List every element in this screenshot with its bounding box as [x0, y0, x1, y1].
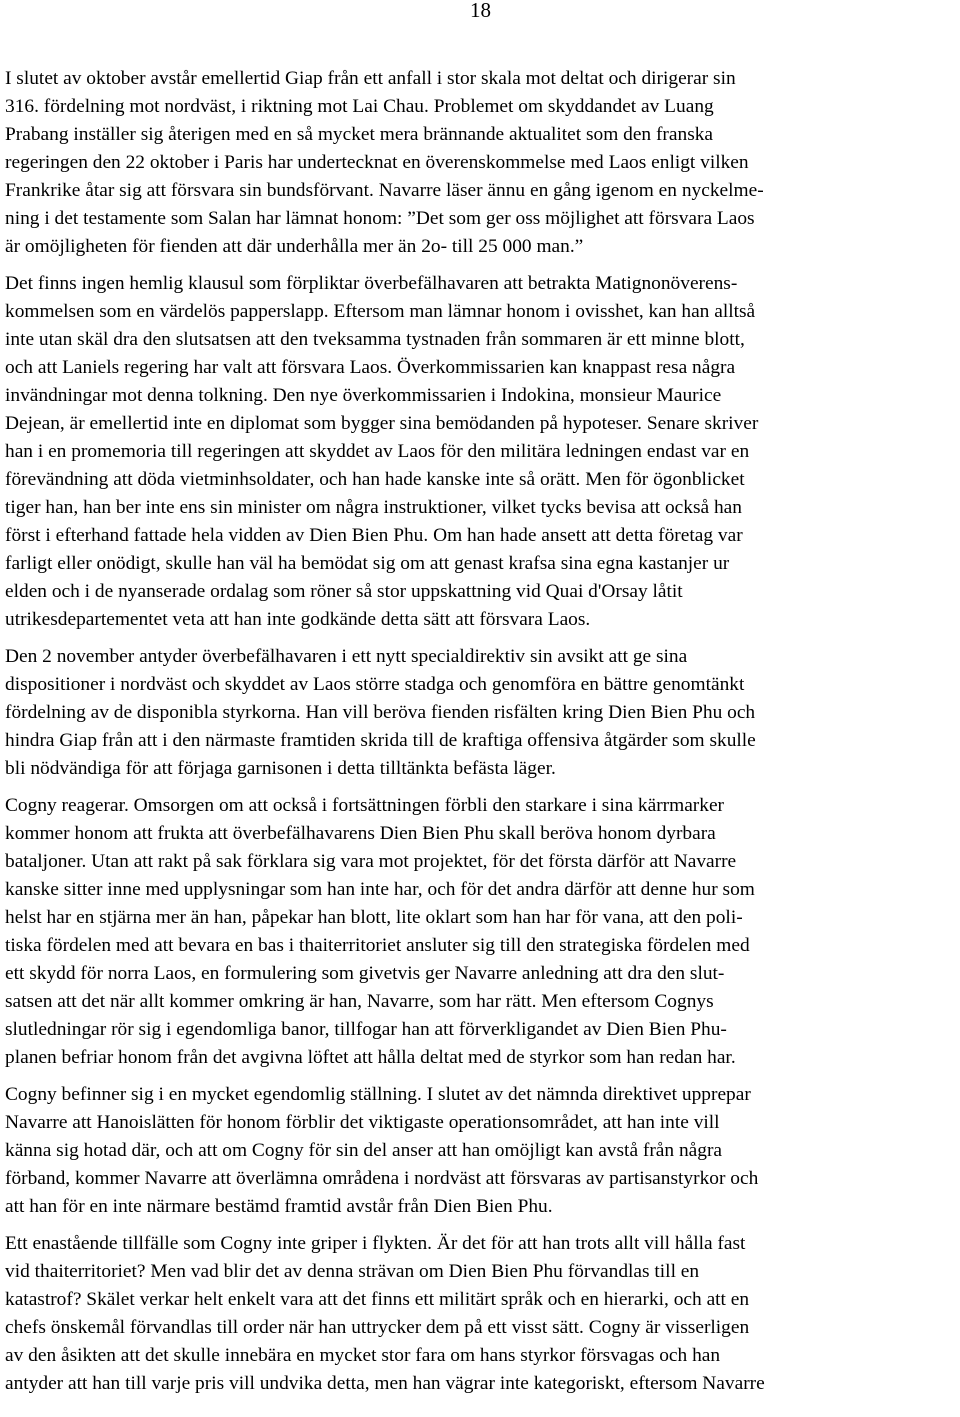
text-line: förband, kommer Navarre att överlämna områdena i nordväst att försvaras av partisanstyrkor och — [5, 1168, 759, 1189]
text-line: chefs önskemål förvandlas till order när han uttrycker dem på ett visst sätt. Cogny är visserligen — [5, 1317, 750, 1338]
text-line: planen befriar honom från det avgivna löftet att hålla deltat med de styrkor som han redan har. — [5, 1047, 736, 1068]
paragraph — [5, 65, 955, 261]
text-line: 316. fördelning mot nordväst, i riktning mot Lai Chau. Problemet om skyddandet av Luang — [5, 96, 714, 117]
document-body — [5, 65, 955, 1398]
text-line: Navarre att Hanoislätten för honom förblir det viktigaste operationsområdet, att han inte vill — [5, 1112, 720, 1133]
text-line: Cogny befinner sig i en mycket egendomlig ställning. I slutet av det nämnda direktivet upprepar — [5, 1084, 751, 1105]
page-number: 18 — [470, 0, 491, 22]
text-line: fördelning av de disponibla styrkorna. Han vill beröva fienden risfälten kring Dien Bien Phu och — [5, 702, 756, 723]
text-line: antyder att han till varje pris vill undvika detta, men han vägrar inte kategoriskt, eftersom Navarre — [5, 1373, 765, 1394]
text-line: Dejean, är emellertid inte en diplomat som bygger sina bemödanden på hypoteser. Senare skriver — [5, 413, 759, 434]
text-line: hindra Giap från att i den närmaste framtiden skrida till de kraftiga offensiva åtgärder som skulle — [5, 730, 756, 751]
text-line: dispositioner i nordväst och skyddet av Laos större stadga och genomföra en bättre genomtänkt — [5, 674, 745, 695]
text-line: tiska fördelen med att bevara en bas i thaiterritoriet ansluter sig till den strategiska fördelen med — [5, 935, 750, 956]
paragraph-gap — [5, 783, 955, 792]
paragraph-gap — [5, 261, 955, 270]
paragraph-gap — [5, 634, 955, 643]
text-line: är omöjligheten för fienden att där underhålla mer än 2o- till 25 000 man.” — [5, 236, 584, 257]
text-line: invändningar mot denna tolkning. Den nye överkommissarien i Indokina, monsieur Maurice — [5, 385, 722, 406]
text-line: farligt eller onödigt, skulle han väl ha bemödat sig om att genast krafsa sina egna kastanjer ur — [5, 553, 730, 574]
text-line: kommer honom att frukta att överbefälhavarens Dien Bien Phu skall beröva honom dyrbara — [5, 823, 716, 844]
text-line: och att Laniels regering har valt att försvara Laos. Överkommissarien kan knappast resa några — [5, 357, 736, 378]
text-line: förevändning att döda vietminhsoldater, och han hade kanske inte så orätt. Men för ögonblicket — [5, 469, 745, 490]
paragraph — [5, 643, 955, 783]
text-line: ett skydd för norra Laos, en formulering som givetvis ger Navarre anledning att dra den slut- — [5, 963, 725, 984]
text-line: först i efterhand fattade hela vidden av Dien Bien Phu. Om han hade ansett att detta företag var — [5, 525, 743, 546]
text-line: bli nödvändiga för att förjaga garnisonen i detta tilltänkta befästa läger. — [5, 758, 556, 779]
text-line: vid thaiterritoriet? Men vad blir det av denna strävan om Dien Bien Phu förvandlas till en — [5, 1261, 700, 1282]
text-line: han i en promemoria till regeringen att skyddet av Laos för den militära ledningen endast var en — [5, 441, 750, 462]
text-line: Cogny reagerar. Omsorgen om att också i fortsättningen förbli den starkare i sina kärrmarker — [5, 795, 725, 816]
text-line: Den 2 november antyder överbefälhavaren i ett nytt specialdirektiv sin avsikt att ge sina — [5, 646, 688, 667]
text-line: av den åsikten att det skulle innebära en mycket stor fara om hans styrkor försvagas och han — [5, 1345, 721, 1366]
text-line: Det finns ingen hemlig klausul som förpliktar överbefälhavaren att betrakta Matignonöverens- — [5, 273, 738, 294]
paragraph — [5, 1230, 955, 1398]
text-line: slutledningar rör sig i egendomliga banor, tillfogar han att förverkligandet av Dien Bien Phu- — [5, 1019, 727, 1040]
text-line: katastrof? Skälet verkar helt enkelt vara att det finns ett militärt språk och en hierarki, och att en — [5, 1289, 750, 1310]
paragraph — [5, 792, 955, 1072]
text-line: kanske sitter inne med upplysningar som han inte har, och för det andra därför att denne hur som — [5, 879, 755, 900]
text-line: känna sig hotad där, och att om Cogny för sin del anser att han omöjligt kan avstå från några — [5, 1140, 723, 1161]
paragraph-gap — [5, 1221, 955, 1230]
paragraph-gap — [5, 1072, 955, 1081]
text-line: Ett enastående tillfälle som Cogny inte griper i flykten. Är det för att han trots allt vill hålla fast — [5, 1233, 746, 1254]
text-line: I slutet av oktober avstår emellertid Giap från ett anfall i stor skala mot deltat och dirigerar sin — [5, 68, 736, 89]
paragraph — [5, 1081, 955, 1221]
paragraph — [5, 270, 955, 634]
text-line: att han för en inte närmare bestämd framtid avstår från Dien Bien Phu. — [5, 1196, 553, 1217]
text-line: inte utan skäl dra den slutsatsen att den tveksamma tystnaden från sommaren är ett minne blott, — [5, 329, 745, 350]
text-line: tiger han, han ber inte ens sin minister om några instruktioner, vilket tycks bevisa att också han — [5, 497, 742, 518]
text-line: bataljoner. Utan att rakt på sak förklara sig vara mot projektet, för det första därför att Navarre — [5, 851, 737, 872]
text-line: Prabang inställer sig återigen med en så mycket mera brännande aktualitet som den franska — [5, 124, 714, 145]
text-line: ning i det testamente som Salan har lämnat honom: ”Det som ger oss möjlighet att försvara Laos — [5, 208, 755, 229]
text-line: helst har en stjärna mer än han, påpekar han blott, lite oklart som han har för vana, att den poli- — [5, 907, 743, 928]
text-line: kommelsen som en värdelös papperslapp. Eftersom man lämnar honom i ovisshet, kan han alltså — [5, 301, 756, 322]
text-line: Frankrike åtar sig att försvara sin bundsförvant. Navarre läser ännu en gång igenom en nyckelme- — [5, 180, 764, 201]
text-line: regeringen den 22 oktober i Paris har undertecknat en överenskommelse med Laos enligt vilken — [5, 152, 749, 173]
text-line: utrikesdepartementet veta att han inte godkände detta sätt att försvara Laos. — [5, 609, 591, 630]
text-line: satsen att det när allt kommer omkring är han, Navarre, som har rätt. Men eftersom Cognys — [5, 991, 714, 1012]
text-line: elden och i de nyanserade ordalag som röner så stor uppskattning vid Quai d'Orsay låtit — [5, 581, 683, 602]
